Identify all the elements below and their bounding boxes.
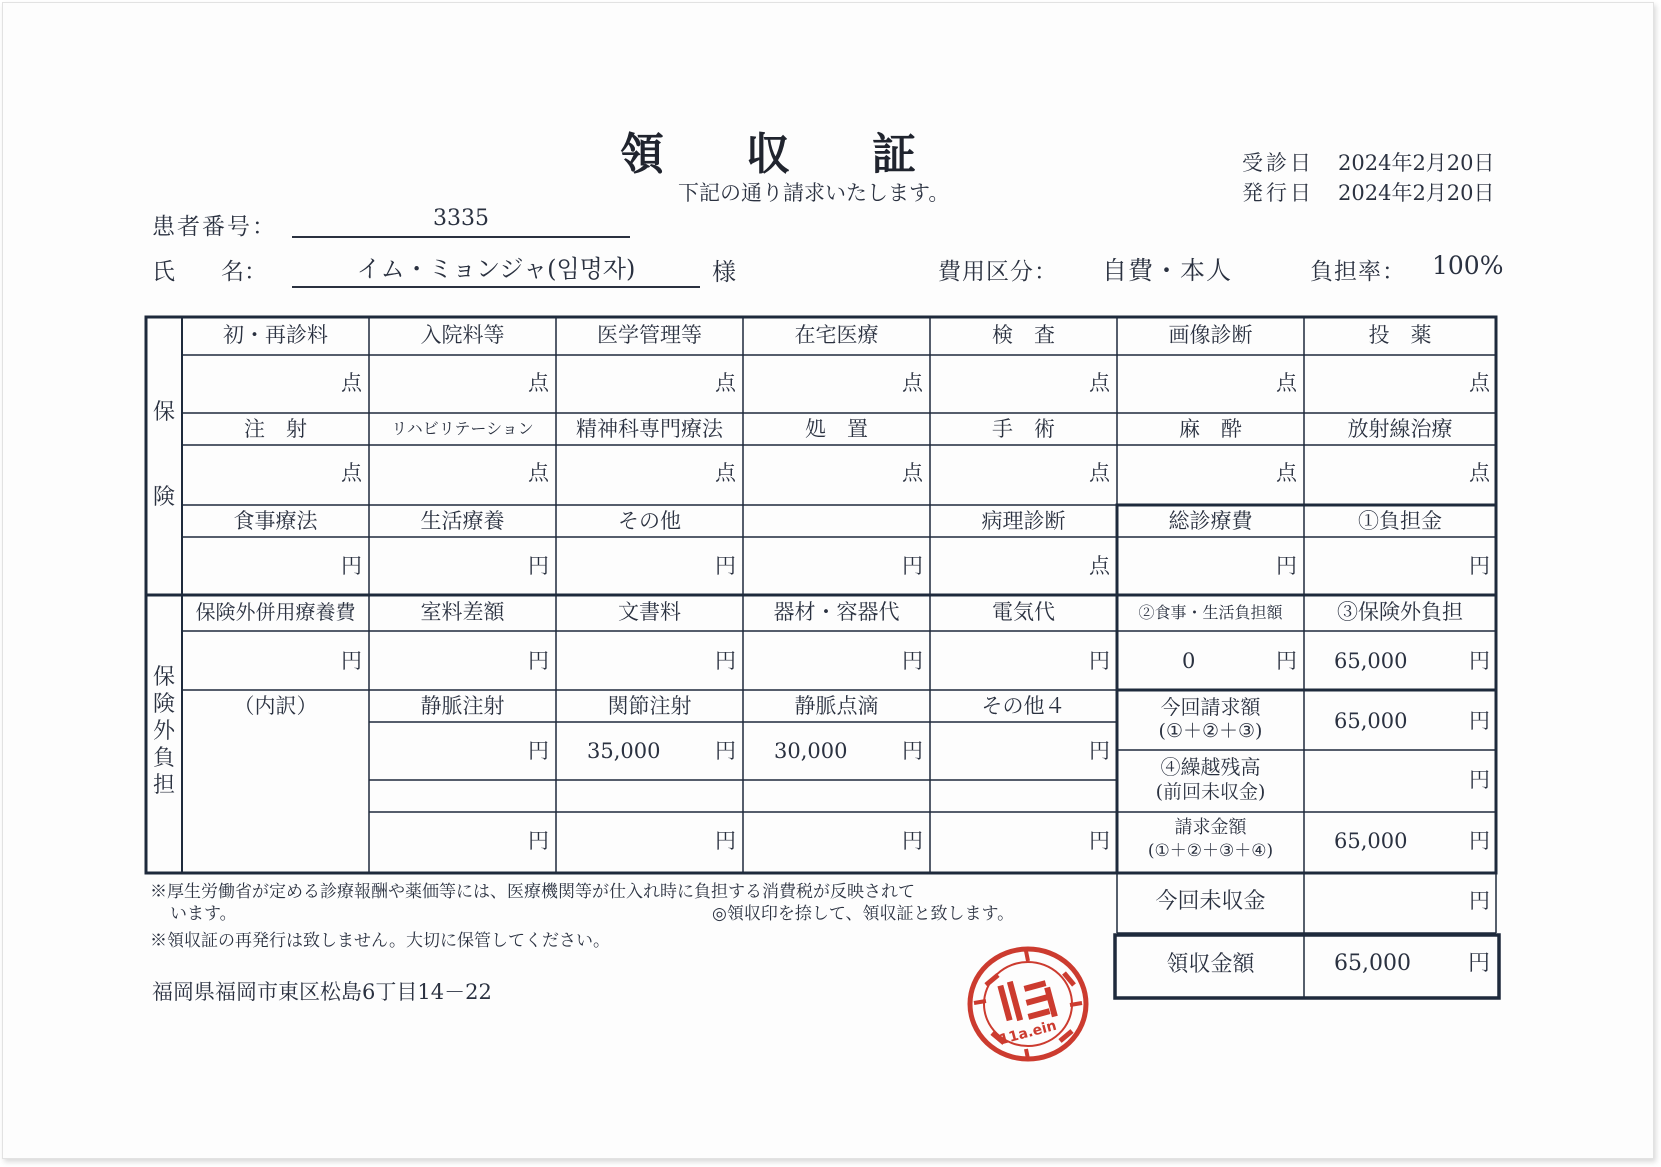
header-initial-consult: 初・再診料 (223, 323, 328, 347)
header-psychiatric: 精神科専門療法 (576, 417, 723, 441)
unit-point: 点 (715, 371, 736, 395)
unit-yen: 円 (341, 554, 362, 578)
header-living-care: 生活療養 (420, 509, 505, 533)
unit-point: 点 (1469, 371, 1490, 395)
unit-yen: 円 (902, 739, 923, 763)
header-procedure: 処 置 (805, 417, 868, 441)
current-billing-value: 65,000 (1334, 709, 1408, 733)
header-equipment-fee: 器材・容器代 (773, 600, 900, 624)
unit-yen: 円 (1089, 739, 1110, 763)
received-label: 領収金額 (1166, 952, 1255, 977)
receipt-seal-stamp (964, 945, 1092, 1063)
current-billing-formula: (①＋②＋③) (1158, 720, 1263, 742)
unit-yen: 円 (528, 649, 549, 673)
cost-class: 自費・本人 (1102, 256, 1233, 285)
stamp-text: 11a.ein (997, 1017, 1059, 1049)
issue-date: 2024年2月20日 (1338, 181, 1495, 205)
unit-yen: 円 (1089, 649, 1110, 673)
header-meal-burden: ②食事・生活負担額 (1138, 603, 1283, 622)
unit-yen: 円 (341, 649, 362, 673)
header-medical-management: 医学管理等 (597, 323, 702, 347)
insurance-side-label-1: 保 (152, 400, 175, 425)
unit-yen: 円 (1469, 709, 1490, 733)
unit-yen: 円 (528, 739, 549, 763)
header-total-medical-fee: 総診療費 (1168, 509, 1253, 533)
unit-yen: 円 (1276, 554, 1297, 578)
unit-yen: 円 (715, 554, 736, 578)
header-iv-drip: 静脈点滴 (794, 694, 879, 718)
burden-rate-label: 負担率： (1310, 259, 1406, 285)
unit-point: 点 (715, 461, 736, 485)
header-anesthesia: 麻 酔 (1179, 417, 1242, 441)
billing-total-value: 65,000 (1334, 829, 1408, 853)
non-insurance-side-label-4: 負 (152, 746, 175, 771)
unit-point: 点 (1089, 554, 1110, 578)
header-examination: 検 査 (992, 323, 1055, 347)
unit-point: 点 (1089, 461, 1110, 485)
unit-point: 点 (902, 461, 923, 485)
header-rehabilitation: リハビリテーション (391, 419, 534, 438)
header-iv-injection: 静脈注射 (420, 694, 505, 718)
unit-point: 点 (1469, 461, 1490, 485)
unit-yen: 円 (715, 649, 736, 673)
unpaid-label: 今回未収金 (1155, 889, 1266, 914)
non-insurance-side-label-2: 険 (152, 692, 175, 717)
current-billing-label: 今回請求額 (1160, 695, 1261, 719)
iv-drip-value: 30,000 (774, 739, 848, 763)
non-insurance-side-label-3: 外 (152, 719, 175, 744)
patient-name-label: 氏 名： (152, 259, 267, 285)
joint-injection-value: 35,000 (587, 739, 661, 763)
header-other: その他 (618, 509, 681, 533)
header-injection: 注 射 (244, 417, 307, 441)
header-room-difference: 室料差額 (420, 600, 505, 624)
carryover-subtitle: (前回未収金) (1155, 781, 1266, 803)
issue-date-label: 発行日 (1242, 181, 1314, 205)
stamp-note: ◎領収印を捺して、領収証と致します。 (712, 904, 1015, 924)
header-hospitalization: 入院料等 (420, 323, 505, 347)
tax-note: ※厚生労働省が定める診療報酬や薬価等には、医療機関等が仕入れ時に負担する消費税が反映されて (150, 882, 915, 902)
header-document-fee: 文書料 (618, 600, 681, 624)
unit-point: 点 (1089, 371, 1110, 395)
non-insurance-side-label-5: 担 (152, 773, 175, 798)
unit-yen: 円 (1469, 649, 1490, 673)
unit-yen: 円 (1469, 554, 1490, 578)
page-title: 領収証 (620, 129, 998, 180)
unit-yen: 円 (1469, 829, 1490, 853)
carryover-label: ④繰越残高 (1160, 755, 1261, 779)
patient-number-label: 患者番号： (152, 214, 277, 240)
unit-yen: 円 (715, 829, 736, 853)
unit-point: 点 (902, 371, 923, 395)
unit-point: 点 (1276, 371, 1297, 395)
unit-point: 点 (341, 461, 362, 485)
meal-burden-value: 0 (1182, 649, 1196, 673)
header-other-4: その他４ (981, 694, 1066, 718)
unit-yen: 円 (1089, 829, 1110, 853)
consult-date-label: 受診日 (1242, 151, 1314, 175)
unit-point: 点 (528, 371, 549, 395)
header-joint-injection: 関節注射 (607, 694, 692, 718)
unit-yen: 円 (715, 739, 736, 763)
unit-yen: 円 (1276, 649, 1297, 673)
burden-rate: 100% (1432, 251, 1504, 280)
header-home-care: 在宅医療 (794, 323, 879, 347)
non-insurance-burden-value: 65,000 (1334, 649, 1408, 673)
header-combined-care: 保険外併用療養費 (195, 600, 356, 624)
unit-yen: 円 (528, 829, 549, 853)
header-surgery: 手 術 (992, 417, 1055, 441)
unit-yen: 円 (902, 649, 923, 673)
unit-yen: 円 (528, 554, 549, 578)
detail-label: （内訳） (233, 694, 318, 718)
header-non-insurance-burden: ③保険外負担 (1337, 600, 1463, 624)
header-radiotherapy: 放射線治療 (1347, 417, 1453, 441)
patient-number: 3335 (433, 206, 489, 231)
unit-point: 点 (528, 461, 549, 485)
header-medication: 投 薬 (1368, 323, 1432, 347)
unit-yen: 円 (1467, 951, 1490, 976)
unit-yen: 円 (1469, 768, 1490, 792)
received-value: 65,000 (1334, 951, 1411, 976)
cost-class-label: 費用区分： (938, 259, 1058, 285)
unit-yen: 円 (902, 554, 923, 578)
unit-point: 点 (341, 371, 362, 395)
consult-date: 2024年2月20日 (1338, 151, 1495, 175)
header-imaging: 画像診断 (1168, 323, 1253, 347)
insurance-side-label-2: 険 (152, 485, 175, 510)
clinic-address: 福岡県福岡市東区松島6丁目14－22 (152, 980, 492, 1004)
unit-point: 点 (1276, 461, 1297, 485)
header-diet-therapy: 食事療法 (233, 509, 318, 533)
honorific: 様 (712, 258, 736, 286)
non-insurance-side-label-1: 保 (152, 665, 175, 690)
header-pathology: 病理診断 (981, 509, 1066, 533)
patient-name: イム・ミョンジャ(임명자) (356, 255, 636, 283)
header-electricity-fee: 電気代 (992, 600, 1055, 624)
unit-yen: 円 (902, 829, 923, 853)
unit-yen: 円 (1469, 889, 1490, 913)
tax-note-continued: います。 (170, 904, 237, 924)
billing-total-label: 請求金額 (1174, 817, 1247, 838)
header-copayment: ①負担金 (1358, 509, 1442, 533)
billing-total-formula: (①＋②＋③＋④) (1147, 841, 1274, 861)
subtitle: 下記の通り請求いたします。 (678, 181, 950, 205)
reissue-note: ※領収証の再発行は致しません。大切に保管してください。 (150, 931, 611, 951)
